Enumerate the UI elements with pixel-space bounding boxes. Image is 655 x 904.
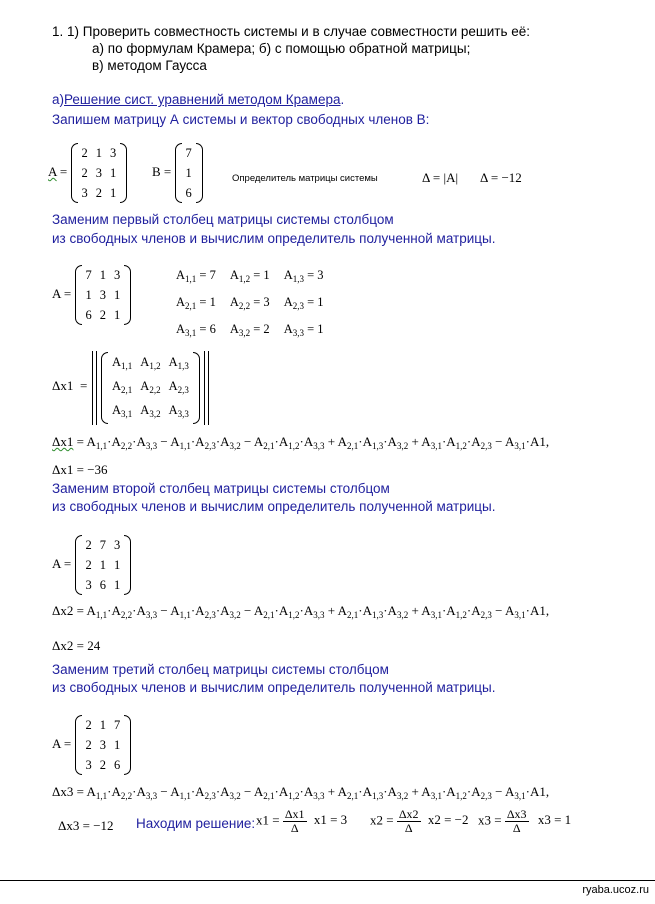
matrix-cell: 2 [85,558,92,572]
determinant-definition: Δ = |A| [422,170,459,185]
matrix-cell: 6 [99,578,107,592]
solution-x2: x2 = $\frac{\Delta x2}{\Delta}$ x2 = −2 [370,807,469,835]
matrix-cell: 1 [114,738,121,752]
vector-b [175,143,203,203]
footer-divider [0,880,655,881]
dx1-expansion: $\Delta x1 = A_{1,1}\cdot A_{2,2}\cdot A_{3,3} - A_{1,1}\cdot A_{2,3}\cdot A_{3,2} - A_{2,1}\cdot A_{1,2}\cdot A_{3,3} + A_{2,1}\cdot A_{1,3}\cdot A_{3,2} + A_{3,1}\cdot A_{1,2}\cdot A_{2,3} - A_{3,1}\cdot A1$, [52,434,550,451]
step2-matrix [75,535,132,595]
matrix-cell: 7 [99,538,107,552]
matrix-cell: $A_{1,1}$ [112,355,133,371]
matrix-cell: 2 [85,538,92,552]
matrix-cell: 1 [99,268,107,282]
matrix-cell: 3 [114,538,121,552]
dx2-expansion: $\Delta x2 = A_{1,1}\cdot A_{2,2}\cdot A_{3,3} - A_{1,1}\cdot A_{2,3}\cdot A_{3,2} - A_{2,1}\cdot A_{1,2}\cdot A_{3,3} + A_{2,1}\cdot A_{1,3}\cdot A_{3,2} + A_{3,1}\cdot A_{1,2}\cdot A_{2,3} - A_{3,1}\cdot A1$, [52,603,550,620]
step1-matrix-block: A = 7 1 3 1 3 1 6 2 1 [52,265,131,325]
determinant-caption: Определитель матрицы системы [232,173,378,184]
matrix-cell: 2 [81,146,88,160]
matrix-cell: 3 [95,166,103,180]
matrix-cell: 7 [114,718,121,732]
matrix-cell: 7 [185,146,192,160]
step1-line-1: Заменим первый столбец матрицы системы столбцом [52,212,394,227]
dx2-result: Δx2 = 24 [52,638,101,653]
element-value: $A_{1,3} = 3$ [283,268,324,284]
step1-line-2: из свободных членов и вычислим определитель полученной матрицы. [52,231,496,246]
task-line-1: 1. 1) Проверить совместность системы и в случае совместности решить её: [52,24,531,39]
matrix-cell: 2 [81,166,88,180]
matrix-cell: 1 [114,288,121,302]
matrix-cell: 2 [85,718,92,732]
step3-matrix-block: A = 2 1 7 2 3 1 3 2 6 [52,715,131,775]
matrix-cell: $A_{1,3}$ [168,355,189,371]
matrix-cell: 1 [114,578,121,592]
step1-matrix [75,265,132,325]
matrix-cell: 1 [99,718,107,732]
element-value: $A_{3,2} = 2$ [229,322,270,338]
matrix-cell: 3 [99,738,107,752]
matrix-cell: 7 [85,268,92,282]
matrix-cell: 6 [85,308,92,322]
step3-line-2: из свободных членов и вычислим определитель полученной матрицы. [52,680,496,695]
element-value: $A_{1,2} = 1$ [229,268,270,284]
step1-elements [176,264,338,345]
matrix-cell: $A_{2,3}$ [168,379,189,395]
step2-line-2: из свободных членов и вычислим определитель полученной матрицы. [52,499,496,514]
matrix-cell: 3 [110,146,117,160]
matrix-cell: 1 [85,288,92,302]
step3-matrix [75,715,132,775]
matrix-cell: 6 [185,186,192,200]
solution-x1: x1 = $\frac{\Delta x1}{\Delta}$ x1 = 3 [256,807,348,835]
matrix-cell: 2 [99,308,107,322]
solution-x3: x3 = $\frac{\Delta x3}{\Delta}$ x3 = 1 [478,807,572,835]
vector-b-block: B = 7 1 6 [152,143,203,203]
matrix-cell: 6 [114,758,121,772]
step2-line-1: Заменим второй столбец матрицы системы столбцом [52,481,390,496]
step2-matrix-block: A = 2 7 3 2 1 1 3 6 1 [52,535,131,595]
step3-line-1: Заменим третий столбец матрицы системы столбцом [52,662,389,677]
section-a-title: Решение сист. уравнений методом Крамера [64,92,341,107]
element-value: $A_{3,1} = 6$ [176,322,216,338]
matrix-cell: 3 [99,288,107,302]
matrix-a-block: A = 2 1 3 2 3 1 3 2 1 [48,143,127,203]
dx1-determinant [92,352,209,424]
matrix-cell: 3 [114,268,121,282]
solution-label: Находим решение: [136,816,256,831]
element-value: $A_{2,1} = 1$ [176,295,216,311]
matrix-cell: 2 [99,758,107,772]
matrix-cell: 2 [95,186,103,200]
matrix-cell: 1 [110,166,117,180]
matrix-cell: $A_{3,3}$ [168,403,189,419]
task-line-2: а) по формулам Крамера; б) с помощью обратной матрицы; [92,41,471,56]
task-line-3: в) методом Гаусса [92,58,207,73]
matrix-cell: 3 [81,186,88,200]
matrix-cell: 1 [114,308,121,322]
matrix-cell: $A_{2,2}$ [140,379,161,395]
matrix-cell: $A_{3,1}$ [112,403,133,419]
dx3-expansion: $\Delta x3 = A_{1,1}\cdot A_{2,2}\cdot A_{3,3} - A_{1,1}\cdot A_{2,3}\cdot A_{3,2} - A_{2,1}\cdot A_{1,2}\cdot A_{3,3} + A_{2,1}\cdot A_{1,3}\cdot A_{3,2} + A_{3,1}\cdot A_{1,2}\cdot A_{2,3} - A_{3,1}\cdot A1$, [52,784,550,801]
matrix-cell: 1 [110,186,117,200]
matrix-cell: $A_{1,2}$ [140,355,161,371]
element-value: $A_{1,1} = 7$ [176,268,216,284]
dx3-result: Δx3 = −12 [58,818,114,833]
matrix-cell: 1 [95,146,103,160]
matrix-cell: 2 [85,738,92,752]
matrix-cell: 1 [114,558,121,572]
matrix-cell: $A_{2,1}$ [112,379,133,395]
matrix-cell: 1 [99,558,107,572]
matrix-cell: 1 [185,166,192,180]
matrix-cell: $A_{3,2}$ [140,403,161,419]
section-a-intro: Запишем матрицу А системы и вектор свободных членов В: [52,112,430,127]
element-value: $A_{2,2} = 3$ [229,295,270,311]
matrix-cell: 3 [85,758,92,772]
dx1-result: Δx1 = −36 [52,462,108,477]
matrix-a [71,143,128,203]
section-a-heading: а)Решение сист. уравнений методом Крамера. [52,92,345,107]
determinant-value: Δ = −12 [480,170,522,185]
element-value: $A_{2,3} = 1$ [283,295,324,311]
watermark: ryaba.ucoz.ru [582,884,649,896]
matrix-cell: 3 [85,578,92,592]
dx1-label: Δx1 [52,378,74,393]
element-value: $A_{3,3} = 1$ [283,322,324,338]
